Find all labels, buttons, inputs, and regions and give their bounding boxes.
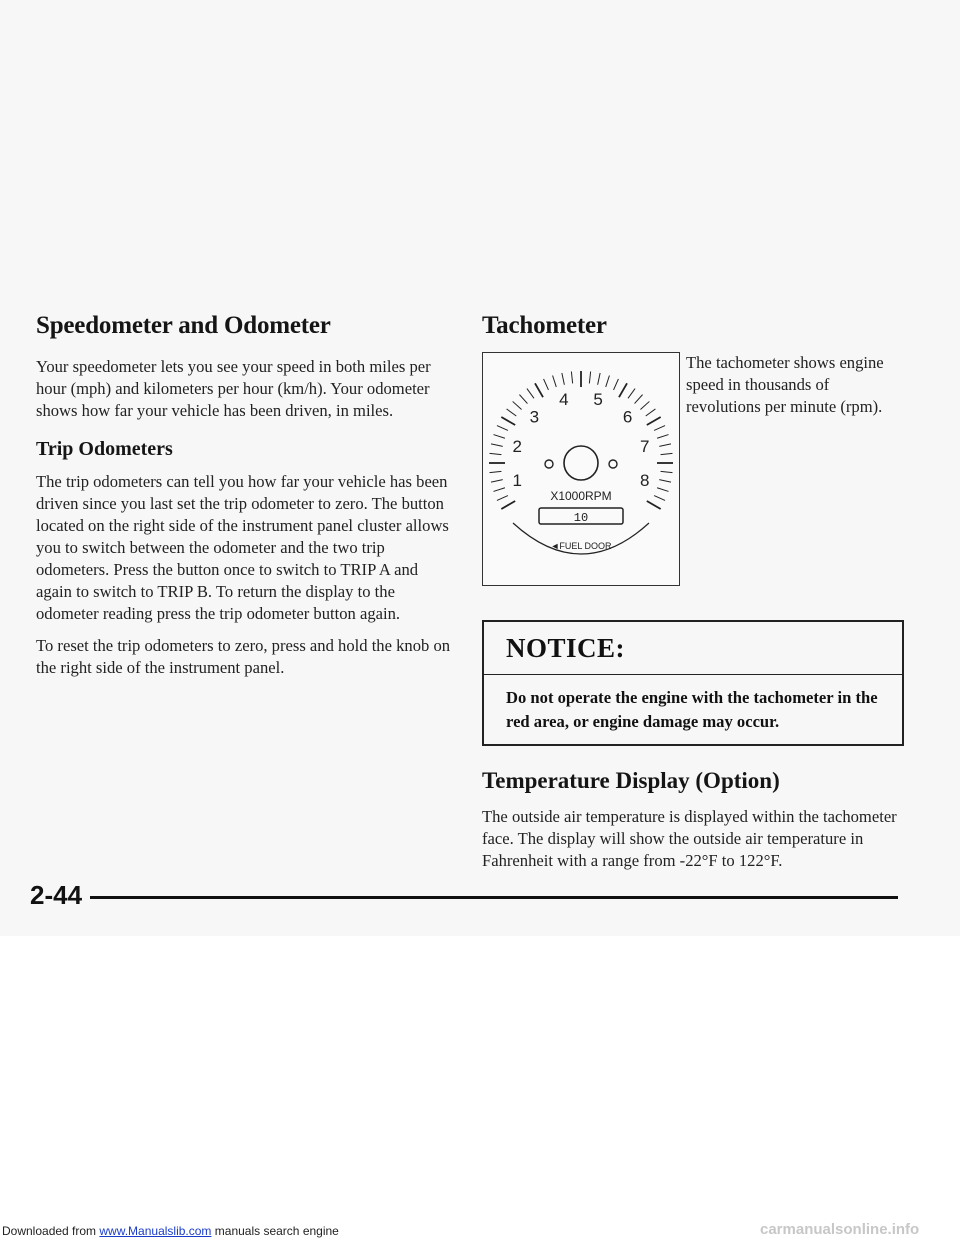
gauge-tick bbox=[501, 501, 515, 509]
gauge-tick bbox=[513, 401, 522, 409]
gauge-tick bbox=[497, 496, 508, 501]
notice-body: Do not operate the engine with the tachometer in the red area, or engine damage may occur. bbox=[506, 688, 878, 731]
gauge-tick bbox=[614, 379, 619, 390]
gauge-tick bbox=[647, 501, 661, 509]
gauge-tick bbox=[589, 372, 590, 384]
gauge-tick bbox=[497, 426, 508, 431]
gauge-tick bbox=[647, 417, 661, 425]
temperature-display-value: 10 bbox=[573, 511, 589, 525]
gauge-indicator-left bbox=[545, 460, 553, 468]
gauge-tick bbox=[562, 373, 564, 385]
gauge-number: 7 bbox=[640, 436, 650, 456]
download-banner bbox=[2, 1224, 339, 1238]
gauge-tick bbox=[654, 496, 665, 501]
gauge-tick bbox=[657, 488, 668, 492]
gauge-tick bbox=[519, 395, 527, 404]
gauge-tick bbox=[544, 379, 549, 390]
trip-reset-text: To reset the trip odometers to zero, press and hold the knob on the right side of the instrument panel. bbox=[36, 636, 451, 677]
gauge-tick bbox=[535, 383, 543, 397]
gauge-tick bbox=[661, 453, 673, 454]
gauge-tick bbox=[553, 376, 557, 387]
gauge-tick bbox=[654, 426, 665, 431]
page-number: 2-44 bbox=[30, 880, 83, 910]
gauge-number: 2 bbox=[512, 436, 522, 456]
gauge-tick bbox=[527, 389, 534, 399]
banner-prefix: Downloaded from bbox=[2, 1224, 100, 1238]
tachometer-figure-row bbox=[482, 352, 912, 602]
gauge-tick bbox=[494, 435, 505, 439]
gauge-tick bbox=[659, 444, 671, 446]
gauge-tick bbox=[598, 373, 600, 385]
tachometer-heading: Tachometer bbox=[482, 312, 607, 339]
gauge-tick bbox=[606, 376, 610, 387]
gauge-tick bbox=[571, 372, 572, 384]
notice-title: NOTICE: bbox=[506, 633, 626, 663]
trip-odometers-text: The trip odometers can tell you how far your vehicle has been driven since you last set the trip odometer to zero. The button located on the right side of the instrument panel cluster allows you to switch between the odometer and the two trip odometers. Press the button once to switch to TRIP A and again to switch to TRIP B. To return the display to the odometer reading press the trip odometer button again. bbox=[36, 472, 449, 623]
notice-box bbox=[482, 620, 904, 746]
watermark-text: carmanualsonline.info bbox=[760, 1221, 920, 1238]
gauge-tick bbox=[494, 488, 505, 492]
trip-odometers-heading: Trip Odometers bbox=[36, 438, 173, 460]
gauge-number: 4 bbox=[559, 390, 569, 410]
gauge-tick bbox=[490, 453, 502, 454]
temperature-section bbox=[482, 768, 912, 872]
gauge-number: 1 bbox=[512, 471, 522, 491]
gauge-number: 5 bbox=[593, 390, 603, 410]
left-column bbox=[36, 312, 456, 689]
gauge-tick bbox=[635, 395, 643, 404]
gauge-number: 6 bbox=[622, 407, 633, 427]
gauge-tick bbox=[640, 401, 649, 409]
temperature-heading: Temperature Display (Option) bbox=[482, 768, 780, 793]
footer-rule bbox=[90, 896, 898, 899]
manualslib-link[interactable]: www.Manualslib.com bbox=[99, 1224, 212, 1238]
tachometer-gauge-svg bbox=[483, 353, 679, 585]
gauge-tick bbox=[619, 383, 627, 397]
gauge-tick bbox=[661, 471, 673, 472]
gauge-number: 8 bbox=[640, 471, 650, 491]
gauge-tick bbox=[507, 409, 517, 416]
gauge-tick bbox=[659, 480, 671, 482]
tachometer-illustration bbox=[482, 352, 680, 586]
gauge-unit-label: X1000RPM bbox=[550, 489, 612, 503]
temperature-text: The outside air temperature is displayed within the tachometer face. The display will show the outside air temperature in Fahrenheit with a range from -22°F to 122°F. bbox=[482, 807, 897, 870]
tachometer-caption: The tachometer shows engine speed in thousands of revolutions per minute (rpm). bbox=[686, 353, 884, 416]
gauge-number: 3 bbox=[529, 407, 540, 427]
gauge-tick bbox=[628, 389, 635, 399]
gauge-tick bbox=[657, 435, 668, 439]
speedometer-heading: Speedometer and Odometer bbox=[36, 312, 331, 339]
gauge-tick bbox=[490, 471, 502, 472]
fuel-door-label: ◄FUEL DOOR bbox=[550, 541, 612, 551]
banner-suffix: manuals search engine bbox=[211, 1224, 339, 1238]
gauge-tick bbox=[491, 444, 503, 446]
gauge-tick bbox=[491, 480, 503, 482]
notice-header bbox=[484, 622, 902, 675]
gauge-tick bbox=[646, 409, 656, 416]
gauge-tick bbox=[501, 417, 515, 425]
speedometer-intro: Your speedometer lets you see your speed in both miles per hour (mph) and kilometers per hour (km/h). Your odometer shows how far your vehicle has been driven, in miles. bbox=[36, 357, 431, 420]
right-column bbox=[482, 312, 912, 882]
gauge-hub bbox=[564, 446, 598, 480]
gauge-indicator-right bbox=[609, 460, 617, 468]
